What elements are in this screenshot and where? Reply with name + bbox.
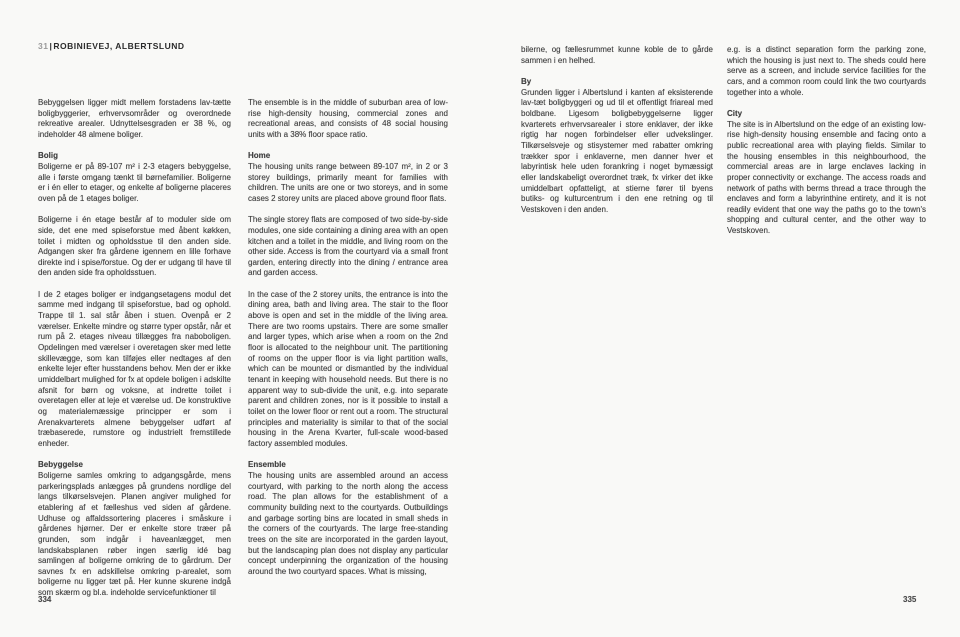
- section-heading: Bebyggelse: [38, 460, 83, 470]
- page-number-right: 335: [903, 595, 917, 604]
- section-heading: By: [521, 76, 532, 86]
- section-heading: City: [727, 108, 743, 118]
- column-english-right-page: [727, 45, 926, 247]
- paragraph: Boligerne i én etage består af to moduler side om side, det ene med spiseforstue med åbent køkken, toilet i midten og opholdsstue til den anden side. Adgangen sker fra gårdene igennem en lille forhave direkte ind i spise/forstue. Og der er udgang til have til den anden side fra opholdsstuen.: [38, 215, 231, 278]
- chapter-title: ROBINIEVEJ, ALBERTSLUND: [53, 41, 185, 51]
- column-english-left-page: [248, 98, 448, 588]
- paragraph: The single storey flats are composed of two side-by-side modules, one side containing a dining area with an open kitchen and a toilet in the middle, and living room on the other side. Access is from the courtyard via a small front garden, entering directly into the dining / entrance area and garden access.: [248, 215, 448, 278]
- chapter-number: 31: [38, 41, 49, 51]
- paragraph: Boligerne samles omkring to adgangsgårde, mens parkeringsplads anlægges på grundens nordlige del langs tilkørselsvejen. Planen angiver mulighed for etablering af et fælleshus ved siden af gårdene. Udhuse og affaldssortering placeres i småskure i gårdenes hjørner. Der er enkelte store træer på grunden, som indgår i haveanlægget, men landskabsplanen røber ingen særlig idé bag samlingen af boligerne omkring de to gårdrum. Der savnes fx en adskillelse omkring p-arealet, som boligerne nu ligger tæt på. Her kunne skurene indgå som skærm og bl.a. indeholde servicefunktioner til: [38, 470, 231, 598]
- section-heading: Ensemble: [248, 460, 286, 470]
- page-number-left: 334: [38, 595, 52, 604]
- column-danish-right-page: [521, 45, 713, 226]
- paragraph: I de 2 etages boliger er indgangsetagens modul det samme med indgang til spiseforstue, bad og ophold. Trappe til 1. sal står åben i stuen. Ovenpå er 2 værelser. Enkelte mindre og større typer opstår, når et rum på 2. etages niveau tillægges fra naboboligen. Opdelingen med værelser i overetagen sker med lette skillevægge, som kan tilføjes eller nedtages af den enkelte lejer efter husstandens behov. Men der er ikke umiddelbart mulighed for fx at opdele boligen i adskilte afsnit for børn og voksne, at indrette toilet i overetagen eller at leje et værelse ud. De konstruktive og materialemæssige principper er som i Arenakvarterets almene bebyggelser udført af træbaserede, rumstore og industrielt fremstillede enheder.: [38, 289, 232, 448]
- chapter-header: [38, 41, 185, 51]
- paragraph: The housing units are assembled around an access courtyard, with parking to the north along the access road. The plan allows for the establishment of a community building next to the courtyards. Outbuildings and garbage sorting bins are located in small sheds in the corners of the courtyards. The large free-standing trees on the site are incorporated in the garden layout, but the landscaping plan does not display any particular concept underpinning the organization of the housing around the two courtyard spaces. What is missing,: [248, 470, 448, 576]
- section-heading: Home: [248, 151, 271, 161]
- paragraph: Grunden ligger i Albertslund i kanten af eksisterende lav-tæt boligbyggeri og ud til et offentligt friareal med boldbane. Ligesom boligbebyggelserne ligger kvarterets erhvervsarealer i store enklaver, der ikke rigtig har nogen forbindelser eller udvekslinger. Tilkørselsveje og stisystemer med rabatter omkring trækker spor i enklaverne, men danner hver et labyrintisk hele uden forankring i noget bymæssigt eller landskabeligt overordnet træk, fx virker det ikke umiddelbart opfatteligt, at stierne fører til byens butiks- og kulturcentrum i den ene retning og til Vestskoven i den anden.: [521, 87, 713, 214]
- paragraph: The housing units range between 89-107 m², in 2 or 3 storey buildings, primarily meant for families with children. The units are one or two storeys, and in some cases 2 storey units are placed above ground floor flats.: [248, 161, 448, 203]
- paragraph: e.g. is a distinct separation form the parking zone, which the housing is just next to. The sheds could here serve as a screen, and include service facilities for the cars, and a common room could link the two courtyards together into a whole.: [727, 45, 926, 97]
- paragraph: Bebyggelsen ligger midt mellem forstadens lav-tætte boligbyggerier, erhvervsområder og overordnede rekreative arealer. Udnyttelsesgraden er 38 %, og indeholder 48 almene boliger.: [38, 98, 231, 139]
- chapter-separator: |: [49, 41, 53, 51]
- paragraph: The site is in Albertslund on the edge of an existing low-rise high-density housing ensemble and facing onto a public recreational area with playing fields. Similar to the housing ensembles in this neighbourhood, the commercial areas are in large enclaves lacking in proper connectivity or exchange. The access roads and network of paths with berms thread a trace through the enclaves and form a labyrinthine entirety, and it is not readily evident that one way the paths go to the town's shopping and cultural center, and the other way to Vestskoven.: [727, 119, 926, 236]
- column-danish-left-page: [38, 98, 231, 609]
- paragraph: bilerne, og fællesrummet kunne koble de to gårde sammen i en helhed.: [521, 45, 713, 65]
- paragraph: The ensemble is in the middle of suburban area of low-rise high-density housing, commercial zones and recreational areas, and consists of 48 social housing units with a 38% floor space ratio.: [248, 98, 448, 139]
- paragraph: Boligerne er på 89-107 m² i 2-3 etagers bebyggelse, alle i første omgang tænkt til børnefamilier. Boligerne er i én eller to etager, og enkelte af boligerne placeres oven på de 1 etages boliger.: [38, 161, 231, 203]
- section-heading: Bolig: [38, 151, 58, 161]
- paragraph: In the case of the 2 storey units, the entrance is into the dining area, bath and living area. The stair to the floor above is open and set in the middle of the living area. There are two rooms upstairs. There are some smaller and larger types, which arise when a room on the 2nd floor is allocated to the neighbour unit. The partitioning of rooms on the upper floor is via light partition walls, which can be mounted or dismantled by the individual tenant in keeping with household needs. But there is no apparent way to sub-divide the unit, e.g. into separate parent and children zones, nor is it possible to install a toilet on the lower floor or rent out a room. The structural principles and materiality is similar to that of the social housing in the Arena Kvarter, full-scale wood-based factory assembled modules.: [248, 289, 448, 448]
